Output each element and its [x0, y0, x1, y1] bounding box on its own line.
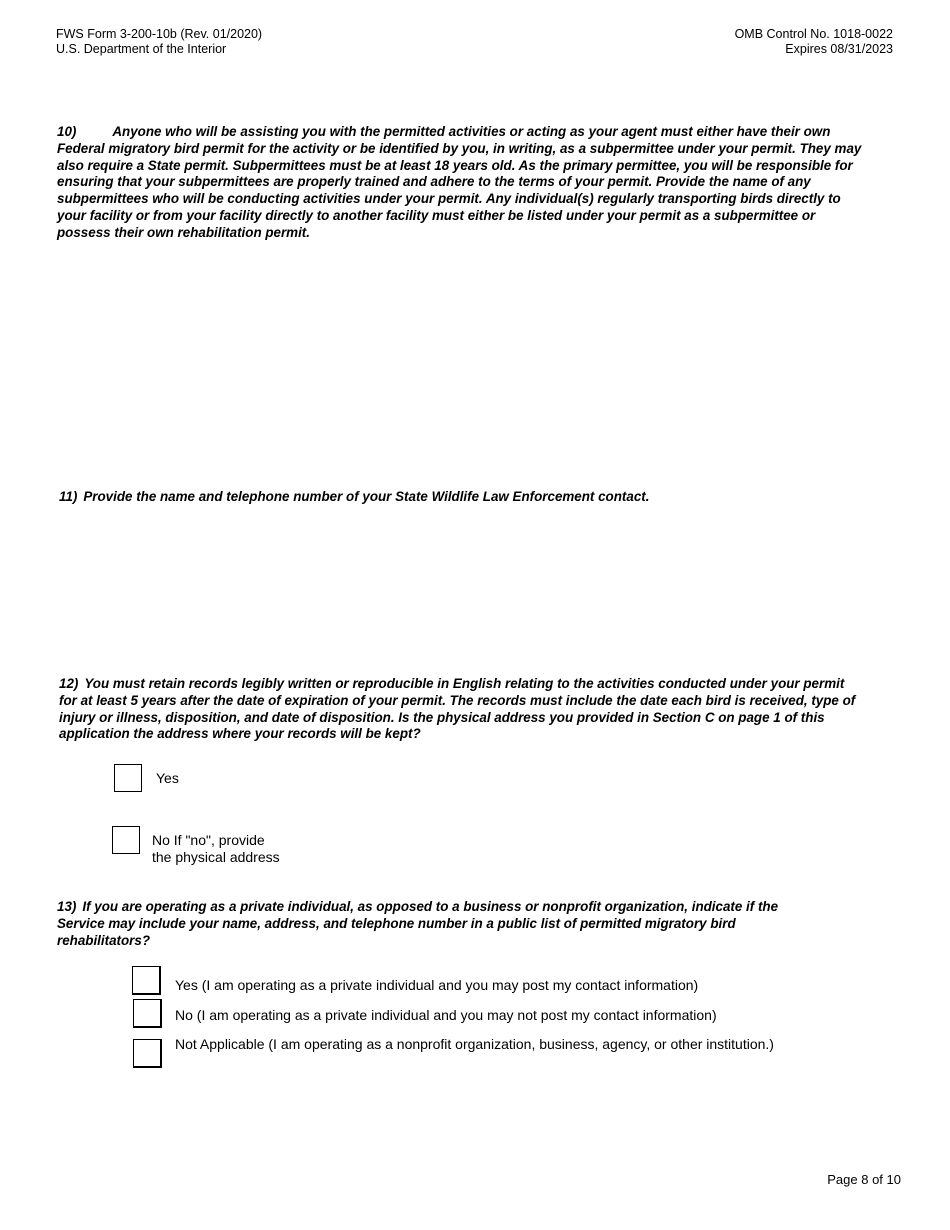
question-number: 13)	[57, 899, 77, 914]
q13-na-label: Not Applicable (I am operating as a nonprofit organization, business, agency, or other institution.)	[175, 1036, 774, 1052]
q12-no-label-line1: No If "no", provide	[152, 832, 265, 848]
form-id: FWS Form 3-200-10b (Rev. 01/2020)	[56, 27, 263, 41]
q13-yes-label: Yes (I am operating as a private individual and you may post my contact information)	[175, 977, 699, 993]
question-number: 10)	[57, 124, 77, 139]
q13-no-checkbox[interactable]	[133, 999, 162, 1028]
expiration-date: Expires 08/31/2023	[785, 42, 893, 56]
q12-yes-checkbox[interactable]	[114, 764, 142, 792]
question-10	[57, 124, 869, 242]
question-text: You must retain records legibly written or reproducible in English relating to the activities conducted under your permit for at least 5 years after the date of expiration of your permit. The records must include the date each bird is received, type of injury or illness, disposition, and date of disposition. Is the physical address you provided in Section C on page 1 of this application the address where your records will be kept?	[59, 676, 856, 742]
question-12	[59, 676, 859, 743]
question-11	[59, 489, 871, 506]
q13-na-checkbox[interactable]	[133, 1039, 162, 1068]
question-text: If you are operating as a private individual, as opposed to a business or nonprofit organization, indicate if the Service may include your name, address, and telephone number in a public list of permitted migratory bird rehabilitators?	[57, 899, 779, 948]
q12-no-label	[152, 832, 280, 866]
q13-yes-checkbox[interactable]	[132, 966, 161, 995]
question-number: 12)	[59, 676, 79, 691]
q12-yes-label: Yes	[156, 770, 179, 786]
question-13	[57, 899, 827, 949]
q12-no-label-line2: the physical address	[152, 849, 280, 865]
form-header-right	[735, 27, 893, 57]
question-number: 11)	[59, 489, 78, 504]
q12-no-checkbox[interactable]	[112, 826, 140, 854]
form-header-left	[56, 27, 262, 57]
omb-control: OMB Control No. 1018-0022	[734, 27, 893, 41]
page-number: Page 8 of 10	[827, 1172, 901, 1187]
department: U.S. Department of the Interior	[56, 42, 227, 56]
question-text: Anyone who will be assisting you with the permitted activities or acting as your agent must either have their own Federal migratory bird permit for the activity or be identified by you, in writing, as a subpermittee under your permit. They may also require a State permit. Subpermittees must be at least 18 years old. As the primary permittee, you will be responsible for ensuring that your subpermittees are properly trained and adhere to the terms of your permit. Provide the name of any subpermittees who will be conducting activities under your permit. Any individual(s) regularly transporting birds directly to your facility or from your facility directly to another facility must either be listed under your permit as a subpermittee or possess their own rehabilitation permit.	[57, 124, 862, 240]
question-text: Provide the name and telephone number of your State Wildlife Law Enforcement contact.	[83, 489, 650, 504]
q13-no-label: No (I am operating as a private individual and you may not post my contact information)	[175, 1007, 717, 1023]
